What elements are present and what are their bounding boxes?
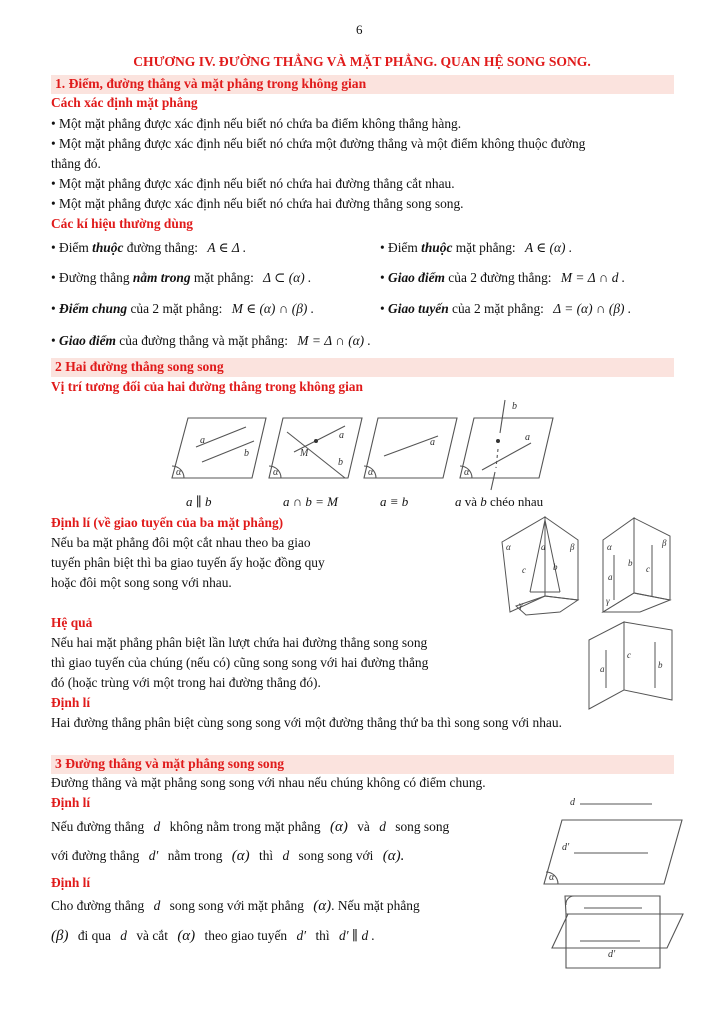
sub-symbols: Các kí hiệu thường dùng xyxy=(51,216,193,231)
bullet-2-cont: thẳng đó. xyxy=(51,156,101,171)
label-c: c xyxy=(522,565,526,575)
symbol-line-in-plane: • Đường thẳng nằm trong mặt phẳng: Δ ⊂ (α) . xyxy=(51,270,312,285)
label-M: M xyxy=(300,448,309,459)
label-alpha: α xyxy=(549,872,555,883)
formula: Δ = (α) ∩ (β) . xyxy=(553,301,632,316)
chapter-title: CHƯƠNG IV. ĐƯỜNG THẲNG VÀ MẶT PHẲNG. QUAN HỆ SONG SONG. xyxy=(133,54,591,69)
label-a: a xyxy=(339,430,344,441)
page-number: 6 xyxy=(356,22,363,37)
label-alpha: α xyxy=(368,467,374,478)
label-beta: β xyxy=(570,542,575,552)
label-a: a xyxy=(525,432,530,443)
section3-definition: Đường thẳng và mặt phẳng song song với nhau nếu chúng không có điểm chung. xyxy=(51,775,486,790)
label-b: b xyxy=(512,401,517,412)
label-b: b xyxy=(628,558,633,568)
label-a: a xyxy=(200,435,205,446)
label-a: a xyxy=(608,572,613,582)
theorem-three-planes-title: Định lí (về giao tuyến của ba mặt phẳng) xyxy=(51,515,284,530)
label-c: c xyxy=(646,564,650,574)
caption-skew: a và b chéo nhau xyxy=(455,494,544,509)
label-gamma: γ xyxy=(606,596,610,606)
theorem2-title: Định lí xyxy=(51,695,91,710)
theorem3-line1: Nếu đường thẳng d không nằm trong mặt phẳng (α) và d song song xyxy=(51,819,450,835)
symbol-common-point: • Điểm chung của 2 mặt phẳng: M ∈ (α) ∩ (β) . xyxy=(51,301,315,316)
bullet-2: • Một mặt phẳng được xác định nếu biết nó chứa một đường thẳng và một điểm không thuộc đường xyxy=(51,136,586,151)
formula: A ∈ (α) . xyxy=(525,240,573,255)
label-d: d xyxy=(570,797,575,808)
sub-determine-plane: Cách xác định mặt phẳng xyxy=(51,95,198,110)
label-alpha: α xyxy=(607,542,612,552)
symbol-intersection-point: • Giao điểm của 2 đường thẳng: M = Δ ∩ d . xyxy=(380,270,626,285)
theorem3-line2: với đường thẳng d′ nằm trong (α) thì d song song với (α). xyxy=(51,848,405,864)
theorem-line: tuyến phân biệt thì ba giao tuyến ấy hoặc đồng quy xyxy=(51,555,325,570)
formula: Δ ⊂ (α) . xyxy=(263,270,312,285)
section1-heading: 1. Điểm, đường thẳng và mặt phẳng trong không gian xyxy=(55,76,367,91)
plane-beta-top xyxy=(565,896,660,914)
plane-alpha xyxy=(552,914,683,948)
symbol-point-on-line: • Điểm thuộc đường thẳng: A ∈ Δ . xyxy=(51,240,247,255)
label-gamma: γ xyxy=(519,600,523,610)
label-d-prime: d′ xyxy=(608,949,616,960)
theorem4-line2: (β) đi qua d và cắt (α) theo giao tuyến d′ thì d′ ∥ d . xyxy=(51,928,375,944)
label-alpha: α xyxy=(176,467,182,478)
symbol-intersection-line: • Giao tuyến của 2 mặt phẳng: Δ = (α) ∩ (β) . xyxy=(380,301,632,316)
bullet-3: • Một mặt phẳng được xác định nếu biết nó chứa hai đường thẳng cắt nhau. xyxy=(51,176,455,191)
formula: M = Δ ∩ (α) . xyxy=(297,333,371,348)
label-b: b xyxy=(338,457,343,468)
formula: A ∈ Δ . xyxy=(207,240,247,255)
label-beta: β xyxy=(662,538,667,548)
label-c: c xyxy=(627,650,631,660)
caption-intersect: a ∩ b = M xyxy=(283,494,338,509)
section2-heading: 2 Hai đường thẳng song song xyxy=(55,359,224,374)
theorem-line: Nếu ba mặt phẳng đôi một cắt nhau theo ba giao xyxy=(51,535,311,550)
label-b: b xyxy=(553,562,558,572)
theorem4-line1: Cho đường thẳng d song song với mặt phẳng (α). Nếu mặt phẳng xyxy=(51,898,420,914)
caption-coincide: a ≡ b xyxy=(380,494,409,509)
label-alpha: α xyxy=(506,542,511,552)
label-a: a xyxy=(541,542,546,552)
corollary-line: Nếu hai mặt phẳng phân biệt lần lượt chứa hai đường thẳng song song xyxy=(51,635,428,650)
label-d-prime: d′ xyxy=(562,842,570,853)
beta-arc xyxy=(566,896,574,905)
caption-parallel: a ∥ b xyxy=(186,494,212,509)
corollary-line: thì giao tuyến của chúng (nếu có) cũng song song với hai đường thẳng xyxy=(51,655,429,670)
bullet-4: • Một mặt phẳng được xác định nếu biết nó chứa hai đường thẳng song song. xyxy=(51,196,464,211)
theorem4-title: Định lí xyxy=(51,875,91,890)
label-b: b xyxy=(244,448,249,459)
label-alpha: α xyxy=(273,467,279,478)
theorem-line: hoặc đôi một song song với nhau. xyxy=(51,575,232,590)
label-b: b xyxy=(658,660,663,670)
symbol-line-plane-intersection: • Giao điểm của đường thẳng và mặt phẳng: M = Δ ∩ (α) . xyxy=(51,333,371,348)
formula: M ∈ (α) ∩ (β) . xyxy=(231,301,315,316)
theorem2-text: Hai đường thẳng phân biệt cùng song song với một đường thẳng thứ ba thì song song với nhau. xyxy=(51,715,562,730)
label-a: a xyxy=(600,664,605,674)
corollary-title: Hệ quả xyxy=(51,615,93,630)
sub-relative-positions: Vị trí tương đối của hai đường thẳng trong không gian xyxy=(51,379,363,394)
section3-heading: 3 Đường thẳng và mặt phẳng song song xyxy=(55,756,285,771)
label-a: a xyxy=(430,437,435,448)
corollary-line: đó (hoặc trùng với một trong hai đường thẳng đó). xyxy=(51,675,321,690)
symbol-point-on-plane: • Điểm thuộc mặt phẳng: A ∈ (α) . xyxy=(380,240,573,255)
bullet-1: • Một mặt phẳng được xác định nếu biết nó chứa ba điểm không thẳng hàng. xyxy=(51,116,462,131)
formula: M = Δ ∩ d . xyxy=(560,270,626,285)
theorem3-title: Định lí xyxy=(51,795,91,810)
label-alpha: α xyxy=(464,467,470,478)
